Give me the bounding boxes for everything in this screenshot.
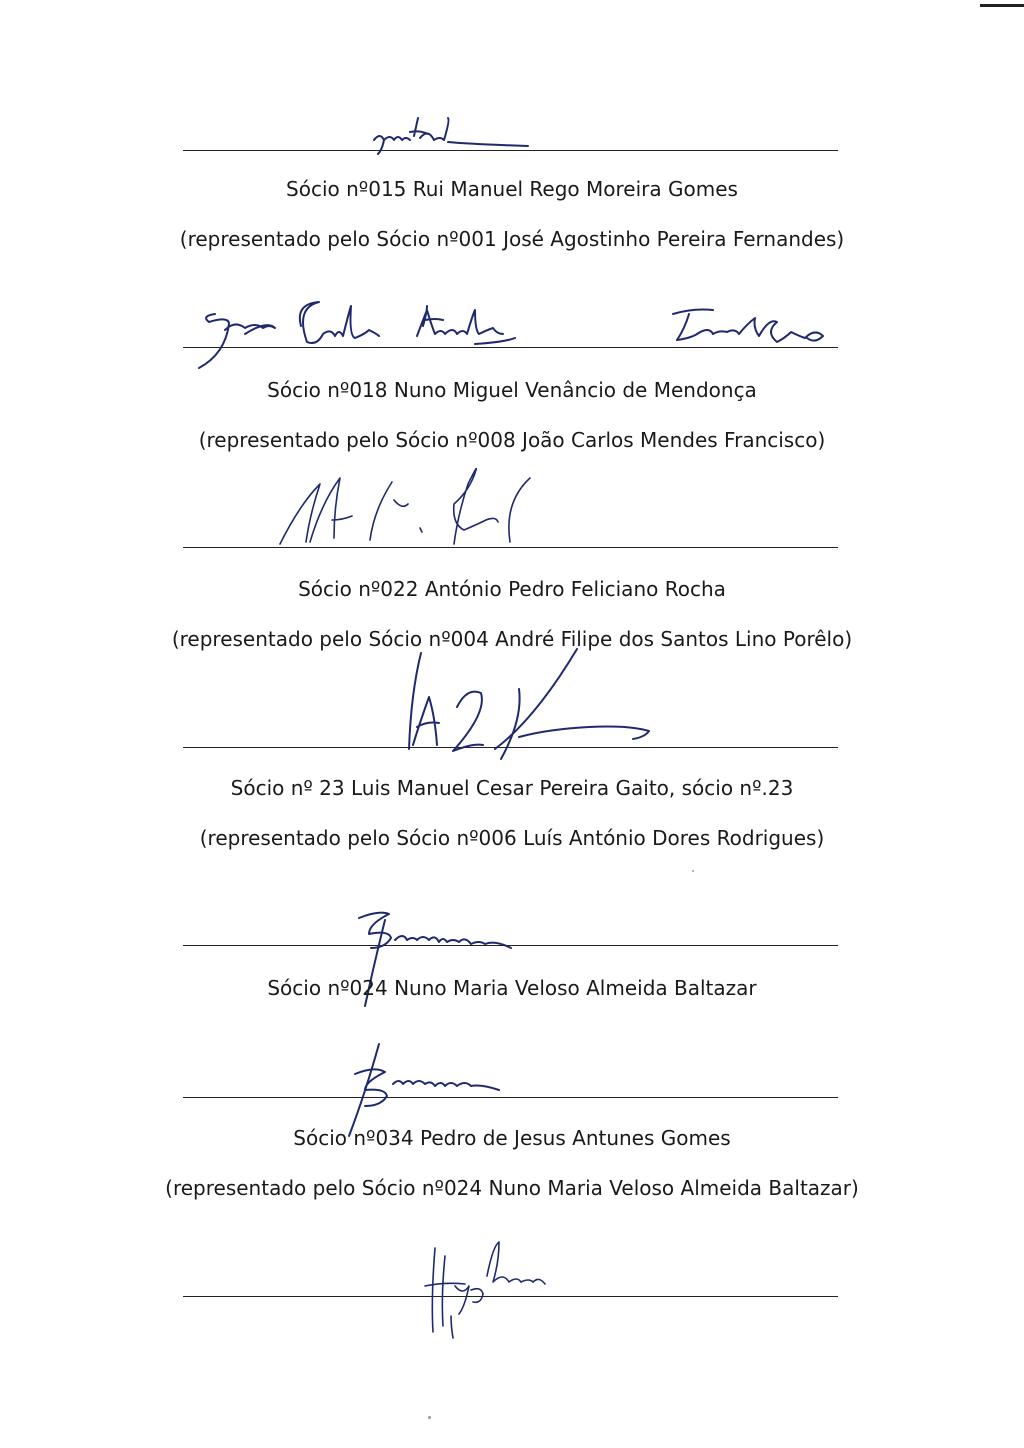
member-caption: Sócio nº018 Nuno Miguel Venâncio de Mendonça — [267, 378, 757, 402]
representative-caption: (representado pelo Sócio nº008 João Carlos Mendes Francisco) — [198, 428, 826, 452]
signature — [395, 1236, 555, 1346]
signature — [270, 460, 570, 550]
representative-caption: (representado pelo Sócio nº004 André Filipe dos Santos Lino Porêlo) — [171, 627, 853, 651]
representative-caption: (representado pelo Sócio nº006 Luís António Dores Rodrigues) — [199, 826, 825, 850]
representative-caption: (representado pelo Sócio nº001 José Agostinho Pereira Fernandes) — [179, 227, 845, 251]
signature — [335, 1040, 545, 1140]
member-caption: Sócio nº015 Rui Manuel Rego Moreira Gomes — [286, 177, 738, 201]
scan-speck — [692, 870, 694, 872]
representative-caption: (representado pelo Sócio nº024 Nuno Maria Veloso Almeida Baltazar) — [165, 1176, 859, 1200]
member-caption: Sócio nº034 Pedro de Jesus Antunes Gomes — [293, 1126, 731, 1150]
signature — [370, 110, 540, 160]
signature — [395, 645, 695, 770]
member-caption: Sócio nº 23 Luis Manuel Cesar Pereira Gaito, sócio nº.23 — [230, 776, 794, 800]
scan-edge-mark — [980, 4, 1024, 7]
signature — [185, 296, 885, 376]
member-caption: Sócio nº024 Nuno Maria Veloso Almeida Baltazar — [267, 976, 757, 1000]
scan-speck — [428, 1416, 431, 1419]
member-caption: Sócio nº022 António Pedro Feliciano Rocha — [298, 577, 726, 601]
